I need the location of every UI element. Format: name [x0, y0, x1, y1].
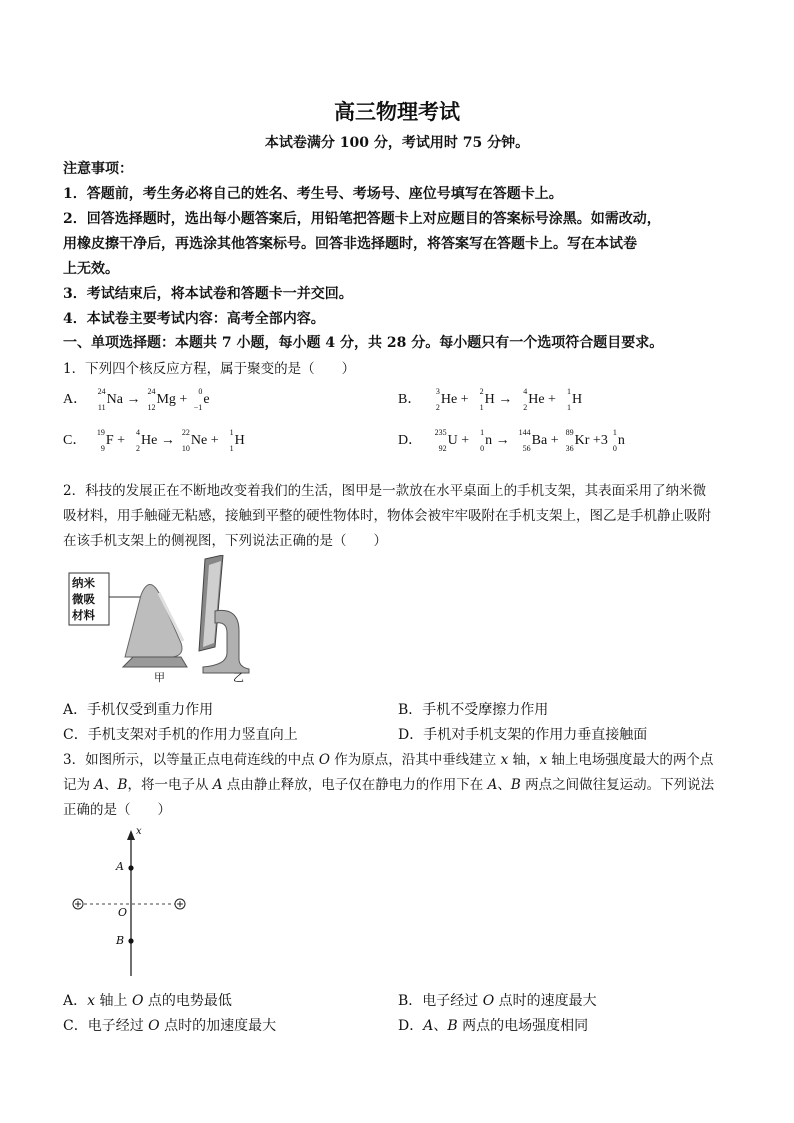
atomic-number: −1: [193, 402, 203, 412]
mass-number: 4: [523, 386, 528, 396]
element-symbol: H: [571, 391, 583, 407]
mass-number: 144: [518, 427, 531, 437]
notice-item-2-end: 上无效。: [63, 261, 119, 277]
atomic-number: 0: [612, 443, 617, 453]
atomic-number: 10: [181, 443, 190, 453]
symbol-o: O: [148, 1018, 160, 1034]
element-symbol: H: [234, 432, 245, 448]
symbol-x: x: [87, 993, 96, 1009]
q1-option-c: C． 19 9 F + 4 2 He → 22 10 Ne + 1 1 H: [63, 427, 245, 453]
element-symbol: He: [440, 391, 458, 407]
option-text: 、: [433, 1018, 448, 1034]
mass-number: 1: [612, 427, 617, 437]
q1-stem: 1．下列四个核反应方程，属于聚变的是（ ）: [63, 361, 356, 377]
figure-label-line: 微吸: [72, 592, 95, 606]
atomic-number: 11: [97, 402, 106, 412]
symbol-b: B: [510, 777, 521, 793]
option-text: A．: [63, 993, 88, 1009]
atomic-number: 1: [479, 402, 484, 412]
stem-text: 记为: [63, 777, 95, 793]
atomic-number: 92: [438, 443, 447, 453]
element-symbol: Ne: [190, 432, 208, 448]
stem-text: 点由静止释放，电子仅在静电力的作用下在: [222, 777, 488, 793]
notice-item-3: 3．考试结束后，将本试卷和答题卡一并交回。: [63, 286, 353, 302]
coefficient: 3: [600, 432, 608, 448]
symbol-o: O: [482, 993, 495, 1009]
charge-axis-figure: [63, 826, 203, 978]
q2-stem-line-3: 在该手机支架上的侧视图，下列说法正确的是（ ）: [63, 533, 387, 549]
symbol-a: A: [423, 1018, 434, 1034]
element-symbol: Kr: [574, 432, 590, 448]
figure-caption-b: 乙: [233, 671, 244, 684]
element-symbol: F: [105, 432, 114, 448]
option-text: 点时的速度最大: [494, 993, 597, 1009]
notice-item-2: 2．回答选择题时，选出每小题答案后，用铅笔把答题卡上对应题目的答案标号涂黑。如需改动，: [63, 211, 661, 227]
origin-label-o: O: [118, 906, 128, 919]
option-label: A．: [63, 392, 88, 407]
atomic-number: 2: [523, 402, 528, 412]
element-symbol: U: [447, 432, 458, 448]
symbol-a: A: [212, 777, 223, 793]
exam-subtitle: 本试卷满分 100 分，考试用时 75 分钟。: [264, 135, 530, 151]
symbol-b: B: [117, 777, 128, 793]
stem-text: 两点之间做往复运动。下列说法: [520, 777, 715, 793]
q2-stem-line-2: 吸材料，用手触碰无粘感，接触到平整的硬性物体时，物体会被牢牢吸附在手机支架上，图乙是手机静止吸附: [63, 508, 711, 524]
option-label: C．: [63, 433, 87, 448]
option-label: B．: [398, 392, 422, 407]
option-label: D．: [398, 433, 423, 448]
option-text: B．电子经过: [398, 993, 483, 1009]
mass-number: 89: [565, 427, 574, 437]
notice-item-1: 1．答题前，考生务必将自己的姓名、考生号、考场号、座位号填写在答题卡上。: [63, 186, 563, 202]
figure-caption-a: 甲: [154, 671, 165, 684]
stem-text: 、: [497, 777, 511, 793]
axis-label-x: x: [136, 826, 142, 837]
section-heading: 一、单项选择题：本题共 7 小题，每小题 4 分，共 28 分。每小题只有一个选项符合题目要求。: [63, 335, 664, 351]
symbol-o: O: [131, 993, 144, 1009]
atomic-number: 56: [522, 443, 531, 453]
symbol-a: A: [487, 777, 498, 793]
option-text: 点的电势最低: [143, 993, 232, 1009]
element-symbol: n: [485, 432, 493, 448]
atomic-number: 36: [565, 443, 574, 453]
q3-stem-line-1: [63, 748, 713, 768]
mass-number: 4: [136, 427, 141, 437]
option-text: 轴上: [95, 993, 132, 1009]
element-symbol: He: [528, 391, 545, 407]
q2-stem-line-1: 2．科技的发展正在不断地改变着我们的生活，图甲是一款放在水平桌面上的手机支架，其表面采用了纳米微: [63, 483, 707, 499]
point-label-a: A: [116, 860, 124, 873]
mass-number: 0: [198, 386, 203, 396]
atomic-number: 2: [435, 402, 440, 412]
atomic-number: 1: [566, 402, 571, 412]
mass-number: 19: [96, 427, 105, 437]
stem-text: 作为原点，沿其中垂线建立: [329, 752, 501, 768]
atomic-number: 1: [229, 443, 234, 453]
phone-holder-figure: [63, 555, 253, 685]
symbol-b: B: [447, 1018, 458, 1034]
symbol-o: O: [318, 752, 330, 768]
notice-heading: 注意事项：: [63, 161, 133, 177]
option-text: D．: [398, 1018, 424, 1034]
option-text: 点时的加速度最大: [159, 1018, 277, 1034]
q1-option-d: D． 235 92 U + 1 0 n → 144 56 Ba + 89 36 Kr +3 1 0 n: [398, 427, 625, 453]
stem-text: 轴上电场强度最大的两个点: [547, 752, 714, 768]
mass-number: 24: [147, 386, 156, 396]
q2-option-d: D．手机对手机支架的作用力垂直接触面: [398, 727, 648, 743]
mass-number: 24: [97, 386, 106, 396]
atomic-number: 2: [136, 443, 141, 453]
charge-axis-diagram: [63, 826, 203, 978]
symbol-x: x: [500, 752, 509, 768]
q2-option-c: C．手机支架对手机的作用力竖直向上: [63, 727, 298, 743]
stem-text: 、: [104, 777, 118, 793]
element-symbol: e: [203, 391, 210, 407]
q3-option-a: [63, 990, 232, 1010]
mass-number: 3: [435, 386, 440, 396]
element-symbol: Mg: [156, 391, 176, 407]
q1-option-b: B． 3 2 He + 2 1 H → 4 2 He + 1 1 H: [398, 386, 583, 412]
figure-label-line: 材料: [72, 608, 95, 622]
q3-option-d: [398, 1015, 588, 1035]
stem-text: ，将一电子从: [127, 777, 213, 793]
element-symbol: H: [484, 391, 495, 407]
mass-number: 1: [229, 427, 234, 437]
q1-option-a: A． 24 11 Na → 24 12 Mg + 0 −1 e: [63, 386, 210, 412]
symbol-x: x: [539, 752, 548, 768]
figure-label-line: 纳米: [72, 576, 95, 590]
notice-item-4: 4．本试卷主要考试内容：高考全部内容。: [63, 311, 325, 327]
atomic-number: 9: [100, 443, 105, 453]
element-symbol: He: [141, 432, 158, 448]
mass-number: 22: [181, 427, 190, 437]
option-text: C．电子经过: [63, 1018, 149, 1034]
option-text: 两点的电场强度相同: [457, 1018, 589, 1034]
page-title: 高三物理考试: [334, 99, 460, 124]
stem-text: 3．如图所示，以等量正点电荷连线的中点: [63, 752, 319, 768]
notice-item-2-cont: 用橡皮擦干净后，再选涂其他答案标号。回答非选择题时，将答案写在答题卡上。写在本试卷: [63, 236, 637, 252]
mass-number: 1: [566, 386, 571, 396]
q3-stem-line-3: 正确的是（ ）: [63, 802, 171, 818]
q2-option-b: B．手机不受摩擦力作用: [398, 702, 549, 718]
atomic-number: 0: [480, 443, 485, 453]
q3-stem-line-2: [63, 773, 714, 793]
point-label-b: B: [116, 934, 125, 947]
q3-option-b: [398, 990, 597, 1010]
mass-number: 235: [434, 427, 447, 437]
element-symbol: Na: [106, 391, 123, 407]
mass-number: 2: [479, 386, 484, 396]
q3-option-c: [63, 1015, 276, 1035]
q2-option-a: A．手机仅受到重力作用: [63, 702, 214, 718]
stem-text: 轴，: [508, 752, 540, 768]
symbol-a: A: [94, 777, 105, 793]
element-symbol: n: [617, 432, 625, 448]
element-symbol: Ba: [531, 432, 548, 448]
atomic-number: 12: [147, 402, 156, 412]
mass-number: 1: [480, 427, 485, 437]
